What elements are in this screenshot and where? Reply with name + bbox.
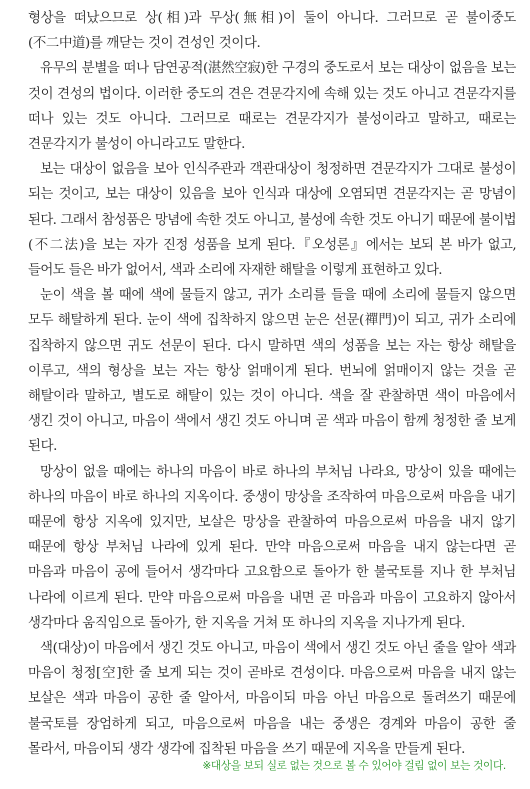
paragraph-2: 유무의 분별을 떠나 담연공적(湛然空寂)한 구경의 중도로서 보는 대상이 없음을 보는 것이 견성의 법이다. 이러한 중도의 견은 견문각지에 속해 있는 것도 아니고 견문각지를 떠나 있는 것도 아니다. 그러므로 때로는 견문각지가 불성이라고 말하고, 때로는 견문각지가 불성이 아니라고도 말한다. bbox=[28, 61, 516, 153]
footnote: ※대상을 보되 실로 없는 것으로 볼 수 있어야 걸림 없이 보는 것이다. bbox=[202, 760, 506, 772]
paragraph-4: 눈이 색을 볼 때에 색에 물들지 않고, 귀가 소리를 들을 때에 소리에 물들지 않으면 모두 해탈하게 된다. 눈이 색에 집착하지 않으면 눈은 선문(禪門)이 되고, 귀가 소리에 집착하지 않으면 귀도 선문이 된다. 다시 말하면 색의 성품을 보는 자는 항상 해탈을 이루고, 색의 형상을 보는 자는 항상 얽매이게 된다. 번뇌에 얽매이지 않는 것을 곧 해탈이라 말하고, 별도로 해탈이 있는 것이 아니다. 색을 잘 관찰하면 색이 마음에서 생긴 것이 아니고, 마음이 색에서 생긴 것도 아니며 곧 색과 마음이 함께 청정한 줄 보게 된다. bbox=[28, 288, 516, 455]
paragraph-3: 보는 대상이 없음을 보아 인식주관과 객관대상이 청정하면 견문각지가 그대로 불성이 되는 것이고, 보는 대상이 있음을 보아 인식과 대상에 오염되면 견문각지는 곧 망념이 된다. 그래서 참성품은 망념에 속한 것도 아니고, 불성에 속한 것도 아니기 때문에 불이법(不二法)을 보는 자가 진정 성품을 보게 된다.『오성론』에서는 보되 본 바가 없고, 들어도 들은 바가 없어서, 색과 소리에 자재한 해탈을 이렇게 표현하고 있다. bbox=[28, 162, 516, 279]
paragraph-5: 망상이 없을 때에는 하나의 마음이 바로 하나의 부처님 나라요, 망상이 있을 때에는 하나의 마음이 바로 하나의 지옥이다. 중생이 망상을 조작하여 마음으로써 마음을 내기 때문에 항상 지옥에 있지만, 보살은 망상을 관찰하여 마음으로써 마음을 내지 않기 때문에 항상 부처님 나라에 있게 된다. 만약 마음으로써 마음을 내지 않는다면 곧 마음과 마음이 공에 들어서 생각마다 고요함으로 돌아가 한 불국토를 지나 한 부처님 나라에 이르게 된다. 만약 마음으로써 마음을 내면 곧 마음과 마음이 고요하지 않아서 생각마다 움직임으로 돌아가, 한 지옥을 거쳐 또 하나의 지옥을 지나가게 된다. bbox=[28, 464, 516, 631]
paragraph-6: 색(대상)이 마음에서 생긴 것도 아니고, 마음이 색에서 생긴 것도 아닌 줄을 알아 색과 마음이 청정[空]한 줄 보게 되는 것이 곧바로 견성이다. 마음으로써 마음을 내지 않는 보살은 색과 마음이 공한 줄 알아서, 마음이되 마음 아닌 마음으로 돌려쓰기 때문에 불국토를 장엄하게 되고, 마음으로써 마음을 내는 중생은 경계와 마음이 공한 줄 몰라서, 마음이되 생각 생각에 집착된 마음을 쓰기 때문에 지옥을 만들게 된다. bbox=[28, 641, 516, 757]
paragraph-1: 형상을 떠났으므로 상(相)과 무상(無相)이 둘이 아니다. 그러므로 곧 불이중도(不二中道)를 깨닫는 것이 견성인 것이다. bbox=[28, 11, 516, 52]
